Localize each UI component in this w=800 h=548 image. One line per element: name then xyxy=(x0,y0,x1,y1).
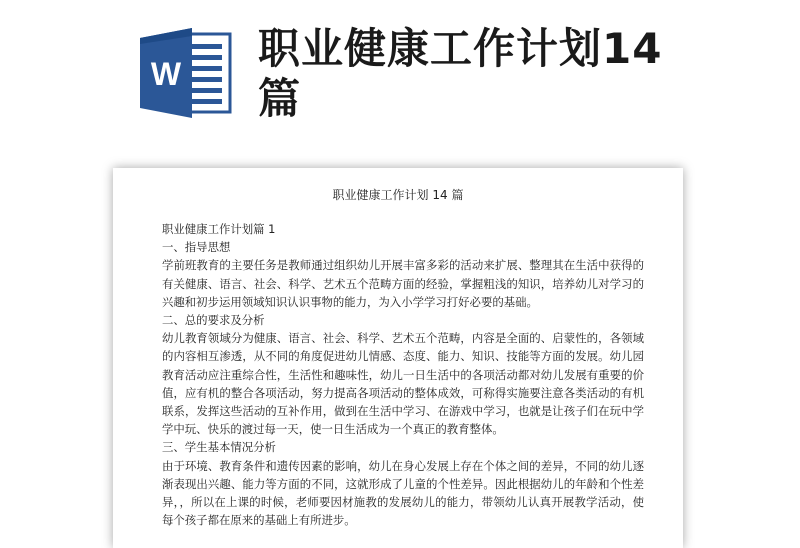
word-document-icon xyxy=(140,28,232,118)
section-heading-plan-1: 职业健康工作计划篇 1 xyxy=(162,222,276,236)
section-heading-requirements: 二、总的要求及分析 xyxy=(162,313,265,328)
section-heading-student-analysis: 三、学生基本情况分析 xyxy=(162,440,276,455)
document-title: 职业健康工作计划 14 篇 xyxy=(332,188,464,202)
paragraph-requirements: 幼儿教育领域分为健康、语言、社会、科学、艺术五个范畴，内容是全面的、启蒙性的，各领域的内容相互渗透，从不同的角度促进幼儿情感、态度、能力、知识、技能等方面的发展。幼儿园教育活动应注重综合性，生活性和趣味性，幼儿一日生活中的各项活动都对幼儿发展有重要的价值，应有机的整合各项活动，努力提高各项活动的整体成效，可称得实施要注意各类活动的有机联系，发挥这些活动的互补作用，做到在生活中学习、在游戏中学习，也就是让孩子们在玩中学学中玩、快乐的渡过每一天，使一日生活成为一个真正的教育整体。 xyxy=(162,331,644,437)
header xyxy=(0,0,800,150)
document-page xyxy=(113,168,683,548)
paragraph-guiding-ideology: 学前班教育的主要任务是教师通过组织幼儿开展丰富多彩的活动来扩展、整理其在生活中获得的有关健康、语言、社会、科学、艺术五个范畴方面的经验，掌握粗浅的知识，培养幼儿对学习的兴趣和初步运用领域知识认识事物的能力，为入小学学习打好必要的基础。 xyxy=(162,258,644,309)
document-body xyxy=(162,220,644,529)
word-logo-letter: W xyxy=(150,56,182,92)
page-title: 职业健康工作计划14篇 xyxy=(258,24,663,123)
paragraph-student-analysis: 由于环境、教育条件和遗传因素的影响，幼儿在身心发展上存在个体之间的差异，不同的幼儿逐渐表现出兴趣、能力等方面的不同，这就形成了儿童的个性差异。因此根据幼儿的年龄和个性差异，，所以在上课的时候，老师要因材施教的发展幼儿的能力，带领幼儿认真开展教学活动，使每个孩子都在原来的基础上有所进步。 xyxy=(162,458,644,528)
section-heading-guiding-ideology: 一、指导思想 xyxy=(162,240,231,255)
